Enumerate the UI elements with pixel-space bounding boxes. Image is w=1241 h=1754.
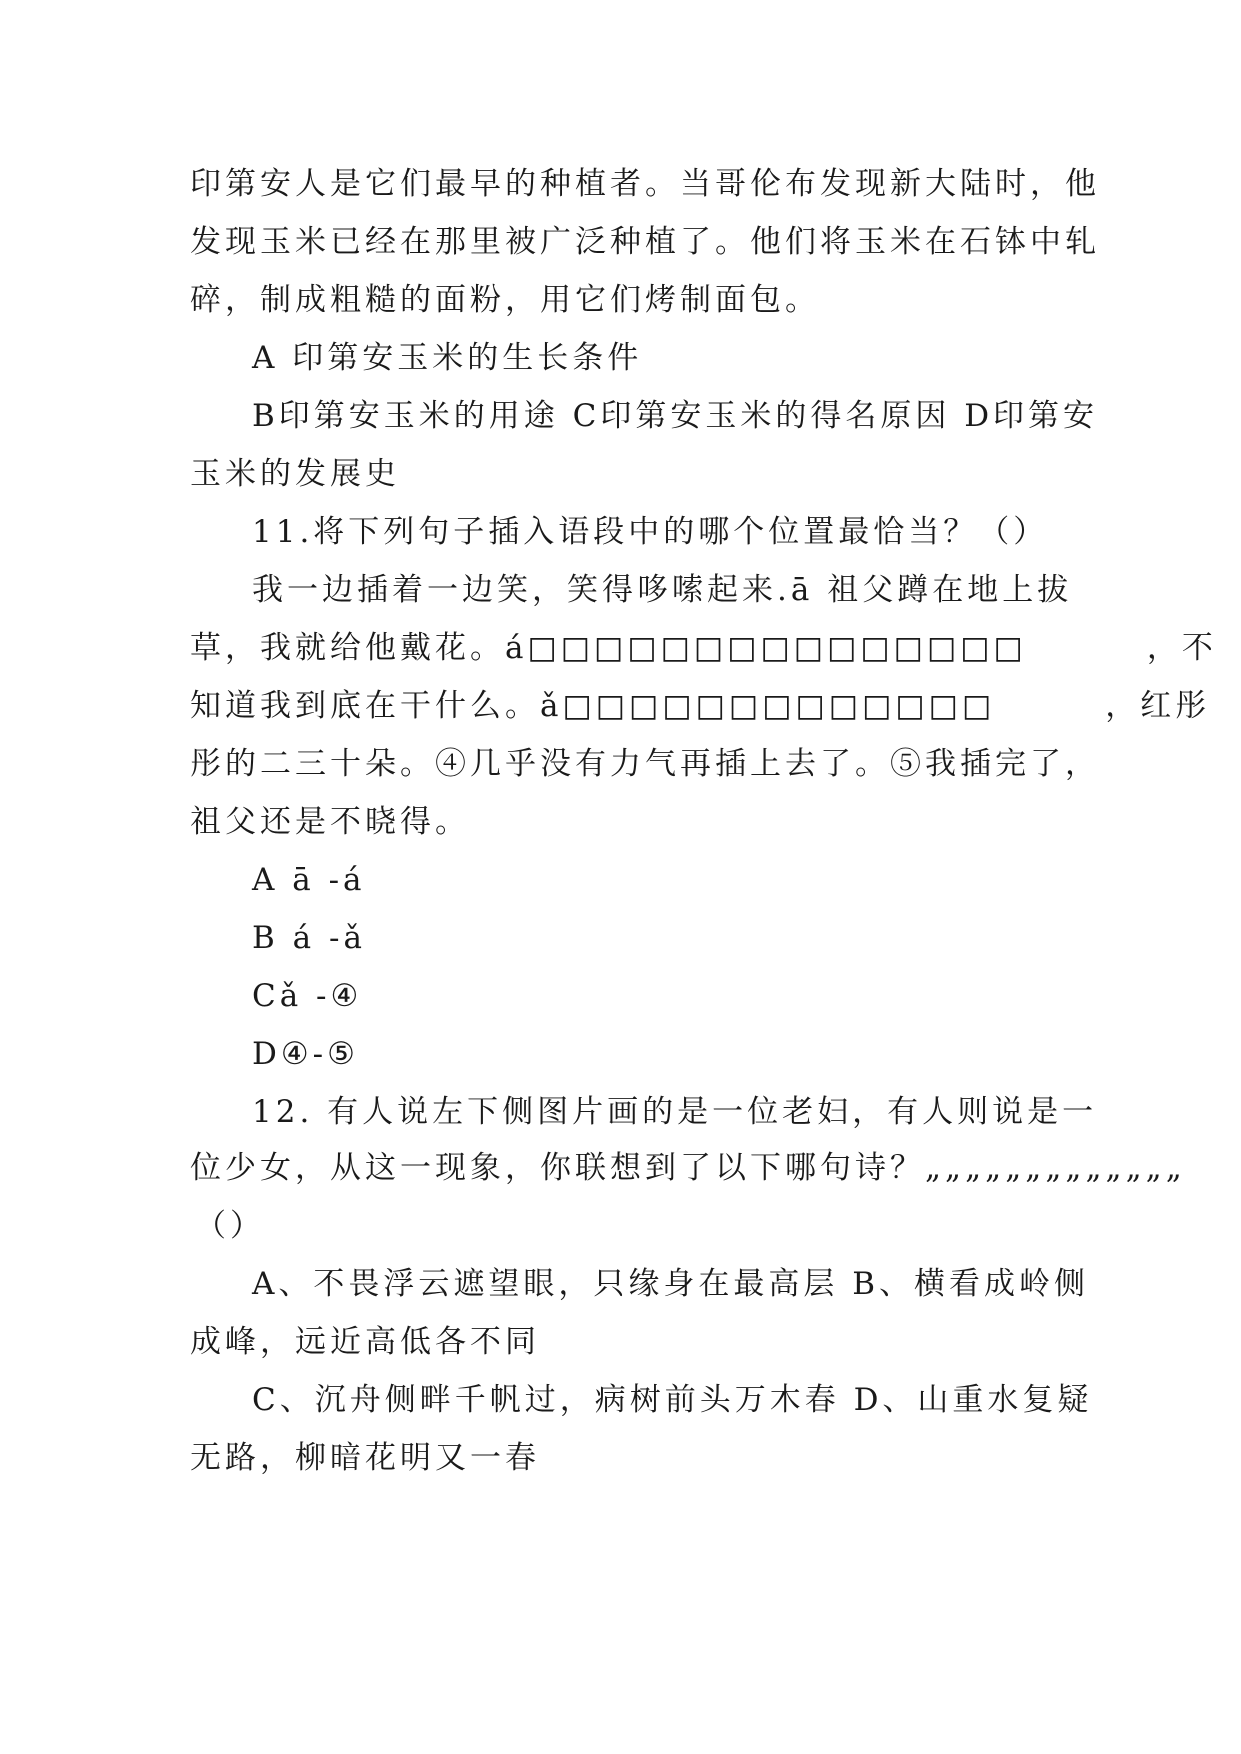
text-segment: ，不 — [1146, 630, 1217, 666]
text-line: 无路，柳暗花明又一春 — [190, 1440, 540, 1476]
text-line — [190, 626, 1241, 670]
text-line: 祖父还是不晓得。 — [190, 804, 470, 840]
question-line: 12. 有人说左下侧图片画的是一位老妇，有人则说是一 — [252, 1094, 1098, 1130]
option-line: A、不畏浮云遮望眼，只缘身在最高层 B、横看成岭侧 — [252, 1266, 1090, 1302]
text-line: 发现玉米已经在那里被广泛种植了。他们将玉米在石钵中轧 — [190, 224, 1100, 260]
text-line: 位少女，从这一现象，你联想到了以下哪句诗？„„„„„„„„„„„„„ — [190, 1150, 1186, 1186]
option-line: D④-⑤ — [252, 1036, 359, 1072]
text-line: 彤的二三十朵。④几乎没有力气再插上去了。⑤我插完了， — [190, 746, 1100, 782]
text-line: 成峰，远近高低各不同 — [190, 1324, 540, 1360]
option-line: A 印第安玉米的生长条件 — [252, 340, 643, 376]
text-line — [190, 684, 1241, 728]
text-line: 碎，制成粗糙的面粉，用它们烤制面包。 — [190, 282, 820, 318]
text-line: （） — [195, 1208, 265, 1244]
option-line: B á -ǎ — [252, 920, 366, 956]
option-line: C、沉舟侧畔千帆过，病树前头万木春 D、山重水复疑 — [252, 1382, 1093, 1418]
option-line: Cǎ -④ — [252, 978, 363, 1014]
text-line: 我一边插着一边笑，笑得哆嗦起来.ā 祖父蹲在地上拔 — [252, 572, 1073, 608]
text-line: 玉米的发展史 — [190, 456, 400, 492]
text-segment: 知道我到底在干什么。ǎ□□□□□□□□□□□□□ — [190, 688, 996, 724]
option-line: A ā -á — [252, 862, 366, 898]
text-segment: 草，我就给他戴花。á□□□□□□□□□□□□□□□ — [190, 630, 1027, 666]
question-line: 11.将下列句子插入语段中的哪个位置最恰当？（） — [252, 514, 1049, 550]
option-line: B印第安玉米的用途 C印第安玉米的得名原因 D印第安 — [252, 398, 1099, 434]
text-line: 印第安人是它们最早的种植者。当哥伦布发现新大陆时，他 — [190, 166, 1100, 202]
text-segment: ，红彤 — [1105, 688, 1211, 724]
